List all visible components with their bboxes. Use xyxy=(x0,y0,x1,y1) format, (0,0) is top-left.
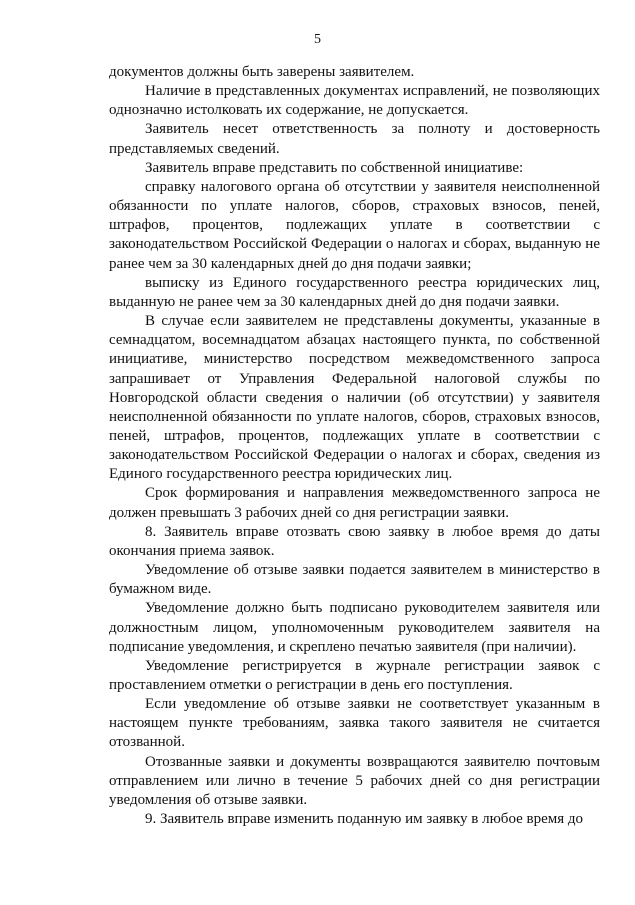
paragraph: Наличие в представленных документах исправлений, не позволяющих однозначно истолковать их содержание, не допускается. xyxy=(109,83,600,119)
paragraph: Заявитель несет ответственность за полноту и достоверность представляемых сведений. xyxy=(109,121,600,157)
paragraph: выписку из Единого государственного реестра юридических лиц, выданную не ранее чем за 30 календарных дней до дня подачи заявки. xyxy=(109,274,600,310)
paragraph: справку налогового органа об отсутствии у заявителя неисполненной обязанности по уплате налогов, сборов, страховых взносов, пеней, штрафов, процентов, подлежащих уплате в соответствии с законодательством Российской Федерации о налогах и сборах, выданную не ранее чем за 30 календарных дней до дня подачи заявки; xyxy=(109,178,600,272)
paragraph-continuation: документов должны быть заверены заявителем. xyxy=(109,64,415,80)
page-number: 5 xyxy=(314,32,321,47)
paragraph: Срок формирования и направления межведомственного запроса не должен превышать 3 рабочих дней со дня регистрации заявки. xyxy=(109,485,600,521)
paragraph: Уведомление должно быть подписано руководителем заявителя или должностным лицом, уполномоченным руководителем заявителя на подписание уведомления, и скреплено печатью заявителя (при наличии). xyxy=(109,600,600,655)
paragraph: В случае если заявителем не представлены документы, указанные в семнадцатом, восемнадцатом абзацах настоящего пункта, по собственной инициативе, министерство посредством межведомственного запроса запрашивает от Управления Федеральной налоговой службы по Новгородской области сведения о наличии (об отсутствии) у заявителя неисполненной обязанности по уплате налогов, сборов, страховых взносов, пеней, штрафов, процентов, подлежащих уплате в соответствии с законодательством Российской Федерации о налогах и сборах, сведения из Единого государственного реестра юридических лиц. xyxy=(109,313,600,483)
paragraph: Отозванные заявки и документы возвращаются заявителю почтовым отправлением или лично в течение 5 рабочих дней со дня регистрации уведомления об отзыве заявки. xyxy=(109,753,600,808)
paragraph: Если уведомление об отзыве заявки не соответствует указанным в настоящем пункте требованиям, заявка такого заявителя не считается отозванной. xyxy=(109,696,600,751)
paragraph: 8. Заявитель вправе отозвать свою заявку в любое время до даты окончания приема заявок. xyxy=(109,523,600,559)
document-body xyxy=(109,63,600,829)
paragraph: Уведомление регистрируется в журнале регистрации заявок с проставлением отметки о регистрации в день его поступления. xyxy=(109,657,600,693)
paragraph: 9. Заявитель вправе изменить поданную им заявку в любое время до xyxy=(145,811,584,828)
paragraph: Уведомление об отзыве заявки подается заявителем в министерство в бумажном виде. xyxy=(109,562,600,598)
paragraph: Заявитель вправе представить по собственной инициативе: xyxy=(145,159,524,176)
